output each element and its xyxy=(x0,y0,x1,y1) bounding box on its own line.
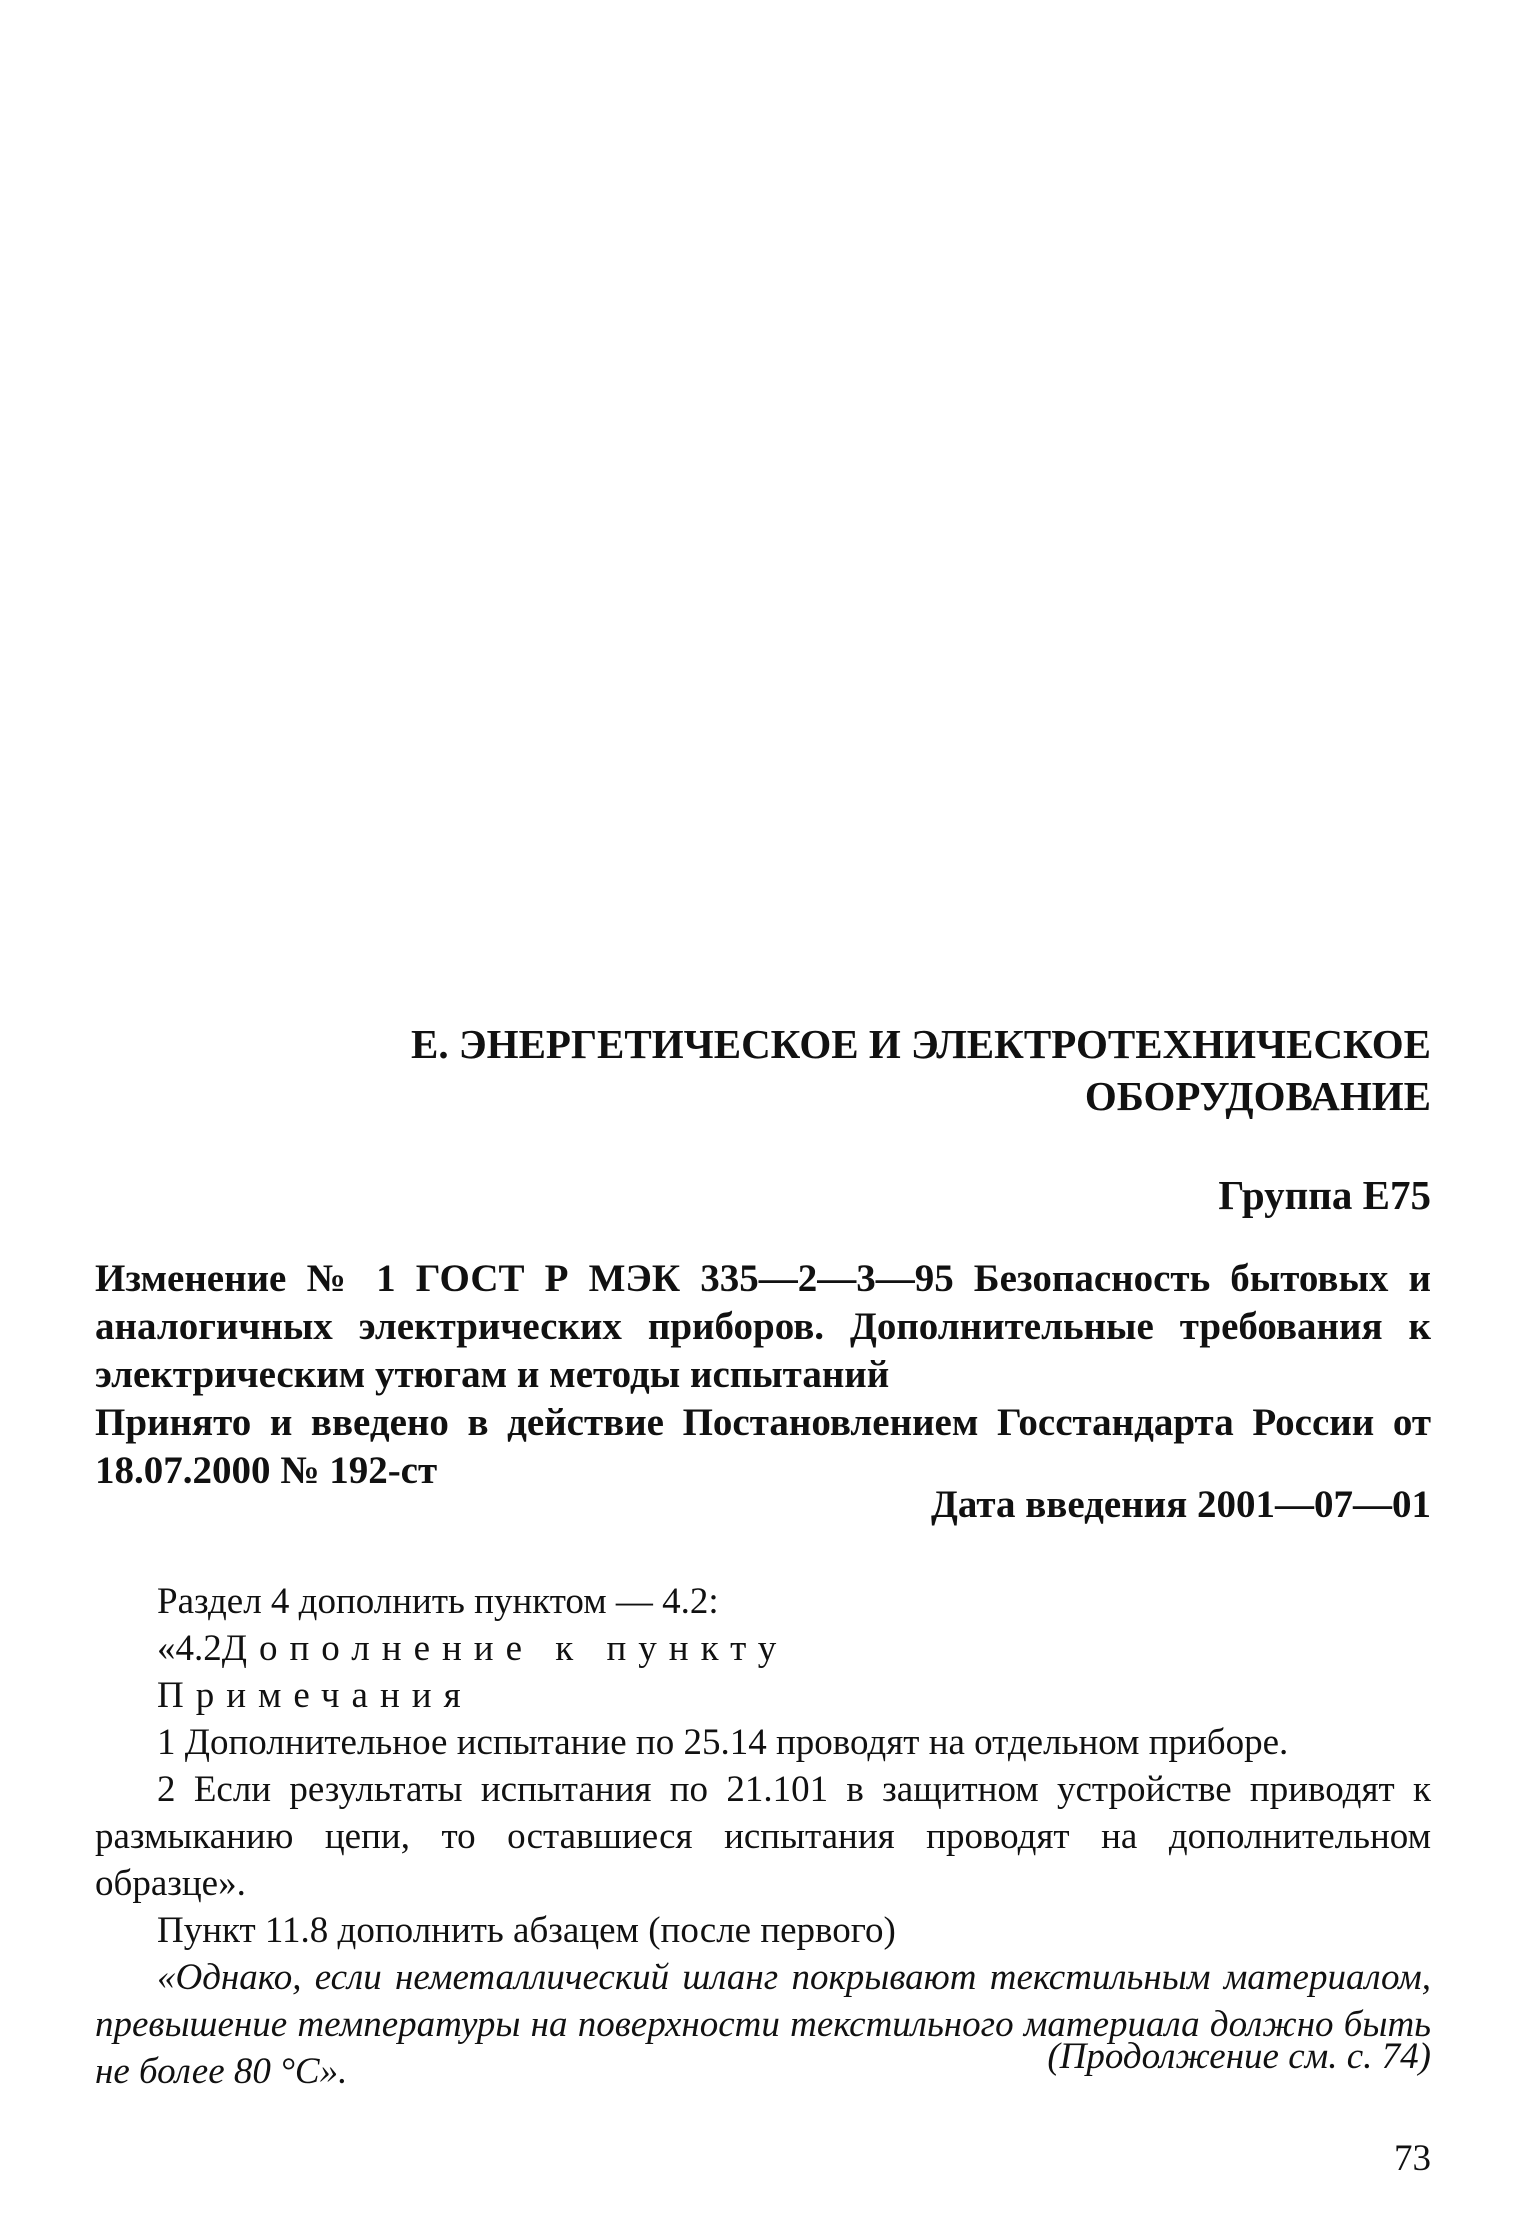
amendment-title: Изменение № 1 ГОСТ Р МЭК 335—2—3—95 Безопасность бытовых и аналогичных электрических приборов. Дополнительные требования к электрическим утюгам и методы испытаний xyxy=(95,1257,1431,1396)
notes-heading: Примечания xyxy=(157,1675,473,1716)
effective-date: Дата введения 2001—07—01 xyxy=(931,1483,1431,1526)
section-title xyxy=(95,1018,1431,1122)
page-number: 73 xyxy=(1394,2138,1431,2179)
continuation-note: (Продолжение см. с. 74) xyxy=(1047,2036,1431,2077)
clause-heading: Дополнение к пункту xyxy=(221,1628,789,1669)
adoption-statement: Принято и введено в действие Постановлением Госстандарта России от 18.07.2000 № 192-ст xyxy=(95,1401,1431,1492)
amendment-header xyxy=(95,1255,1431,1495)
section-title-line-1: Е. ЭНЕРГЕТИЧЕСКОЕ И ЭЛЕКТРОТЕХНИЧЕСКОЕ xyxy=(411,1021,1431,1067)
paragraph-11-8: Пункт 11.8 дополнить абзацем (после первого) xyxy=(157,1910,896,1951)
paragraph-11-8-text: «Однако, если неметаллический шланг покрывают текстильным материалом, превышение температуры на поверхности текстильного материала должно быть не более 80 °С». xyxy=(95,1957,1431,2092)
section-title-line-2: ОБОРУДОВАНИЕ xyxy=(1084,1073,1431,1119)
clause-number: «4.2 xyxy=(157,1628,222,1669)
note-2: 2 Если результаты испытания по 21.101 в защитном устройстве приводят к размыканию цепи, то оставшиеся испытания проводят на дополнительном образце». xyxy=(95,1769,1431,1904)
amendment-body xyxy=(95,1578,1431,2095)
note-1: 1 Дополнительное испытание по 25.14 проводят на отдельном приборе. xyxy=(157,1722,1289,1763)
paragraph-section-4: Раздел 4 дополнить пунктом — 4.2: xyxy=(157,1581,719,1622)
group-label: Группа Е75 xyxy=(1218,1172,1431,1218)
paragraph-4-2 xyxy=(95,1625,1431,1672)
